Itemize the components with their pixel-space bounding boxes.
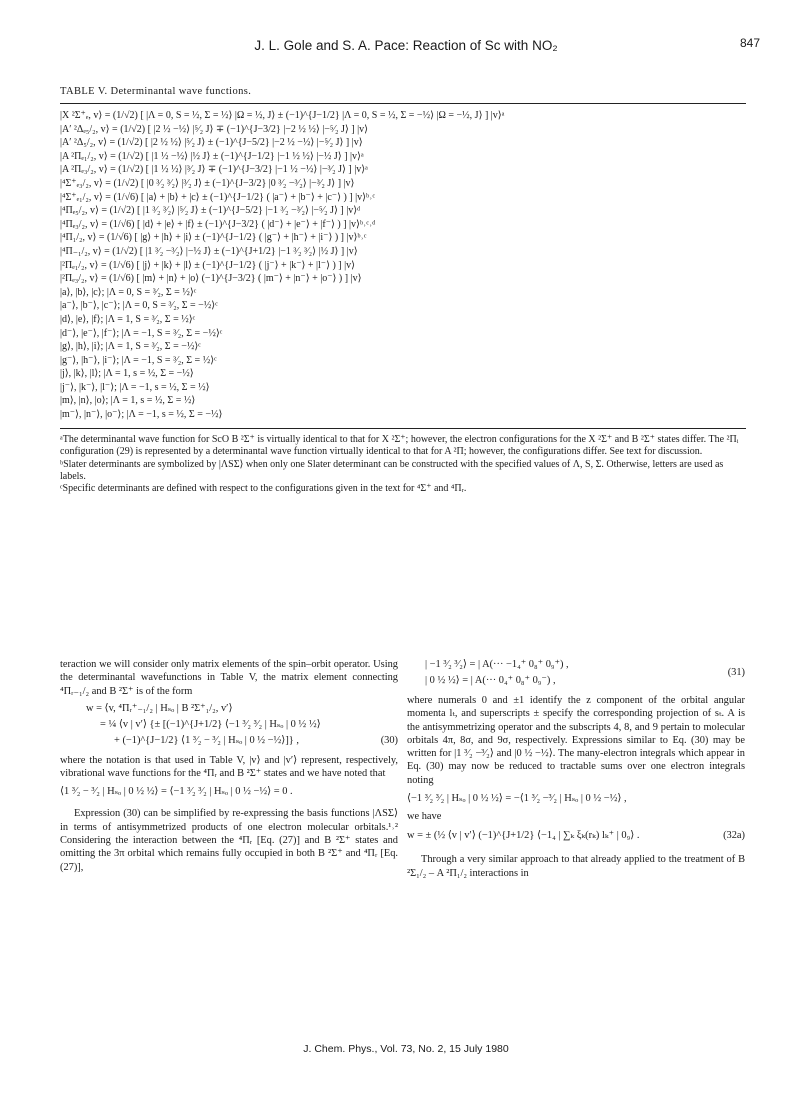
table-row: |²Πₑ₃/₂, v⟩ = (1/√6) [ |m⟩ + |n⟩ + |o⟩ (−1)^{J−3/2} ( |m⁻⟩ + |n⁻⟩ + |o⁻⟩ ) ] |v⟩ <box>60 273 362 285</box>
table-row: |d⟩, |e⟩, |f⟩; |Λ = 1, S = ³⁄₂, Σ = ½⟩ᶜ <box>60 313 196 325</box>
equation-30-line-1 <box>60 702 398 718</box>
table-row: |A′ ²Δₑ₅/₂, v⟩ = (1/√2) [ |2 ½ −½⟩ |⁵⁄₂ J⟩ ∓ (−1)^{J−3/2} |−2 ½ ½⟩ |−⁵⁄₂ J⟩ ] |v⟩ <box>60 123 369 135</box>
table-row: |m⟩, |n⟩, |o⟩; |Λ = 1, s = ½, Σ = ½⟩ <box>60 395 196 407</box>
paragraph: where numerals 0 and ±1 identify the z component of the orbital angular momenta lₜ, and superscripts ± specify the corresponding projection of sₜ. A is the antisymmetrizing operator and the subscripts 4, 8, and 9 pertain to molecular orbitals 4π, 8σ, and 9σ, respectively. Expressions similar to Eq. (30) may be written for |1 ³⁄₂ −³⁄₂⟩ and |0 ½ −½⟩. The many-electron integrals which appear in Eq. (30) may now be reduced to tractable sums over one electron integrals noting <box>407 695 745 786</box>
footnote-c: ᶜSpecific determinants are defined with respect to the configurations given in the text for ⁴Σ⁺ and ⁴Πᵣ. <box>60 483 467 495</box>
left-column <box>60 658 398 874</box>
table-row: |a⁻⟩, |b⁻⟩, |c⁻⟩; |Λ = 0, S = ³⁄₂, Σ = −½⟩ᶜ <box>60 300 218 312</box>
table-bottom-rule <box>60 428 746 429</box>
table-row: |⁴Σ⁺ₑ₁/₂, v⟩ = (1/√6) [ |a⟩ + |b⟩ + |c⟩ ± (−1)^{J−1/2} ( |a⁻⟩ + |b⁻⟩ + |c⁻⟩ ) ] |v⟩ᵇ˒ᶜ <box>60 191 376 203</box>
table-top-rule <box>60 103 746 104</box>
table-row: |⁴Πₑ₅/₂, v⟩ = (1/√2) [ |1 ³⁄₂ ³⁄₂⟩ |⁵⁄₂ J⟩ ± (−1)^{J−5/2} |−1 ³⁄₂ −³⁄₂⟩ |−⁵⁄₂ J⟩ ] |v⟩ᵈ <box>60 205 361 217</box>
table-row: |m⁻⟩, |n⁻⟩, |o⁻⟩; |Λ = −1, s = ½, Σ = −½⟩ <box>60 409 223 421</box>
table-row: |X ²Σ⁺ₑ, v⟩ = (1/√2) [ |Λ = 0, S = ½, Σ = ½⟩ |Ω = ½, J⟩ ± (−1)^{J−1/2} |Λ = 0, S = ½, Σ = −½⟩ |Ω = −½, J⟩ ] |v⟩ᵃ <box>60 110 505 121</box>
equation-31-line-2 <box>407 667 745 690</box>
equation-text: w = ± (½ ⟨v | v′⟩ (−1)^{J+1/2} ⟨−1₄ | ∑ₖ ξₖ(rₖ) lₖ⁺ | 0₉⟩ . <box>407 830 640 842</box>
table-row: |A′ ²Δ₅/₂, v⟩ = (1/√2) [ |2 ½ ½⟩ |⁵⁄₂ J⟩ ± (−1)^{J−5/2} |−2 ½ −½⟩ |−⁵⁄₂ J⟩ ] |v⟩ <box>60 137 363 149</box>
equation-31-line-1 <box>407 658 745 674</box>
equation-text: ⟨−1 ³⁄₂ ³⁄₂ | Hₛₒ | 0 ½ ½⟩ = −⟨1 ³⁄₂ −³⁄₂ | Hₛₒ | 0 ½ −½⟩ , <box>407 793 627 805</box>
table-row: |j⟩, |k⟩, |l⟩; |Λ = 1, s = ½, Σ = −½⟩ <box>60 368 194 380</box>
paragraph: where the notation is that used in Table V, |v⟩ and |v′⟩ represent, respectively, vibrational wave functions for the ⁴Πᵣ and B ²Σ⁺ states and we have noted that <box>60 754 398 780</box>
table-row: |A ²Πₑ₃/₂, v⟩ = (1/√2) [ |1 ½ ½⟩ |³⁄₂ J⟩ ∓ (−1)^{J−3/2} |−1 ½ −½⟩ |−³⁄₂ J⟩ ] |v⟩ᵃ <box>60 164 368 176</box>
equation-text: ⟨1 ³⁄₂ − ³⁄₂ | Hₛₒ | 0 ½ ½⟩ = ⟨−1 ³⁄₂ ³⁄₂ | Hₛₒ | 0 ½ −½⟩ = 0 . <box>60 786 293 798</box>
paragraph: Through a very similar approach to that already applied to the treatment of B ²Σ₁/₂ – A ²Π₁/₂ interactions in <box>407 854 745 879</box>
paragraph: teraction we will consider only matrix elements of the spin–orbit operator. Using the determinantal wavefunctions in Table V, the matrix element connecting ⁴Πᵣ₋₁/₂ and B ²Σ⁺ is of the form <box>60 659 398 697</box>
table-row: |j⁻⟩, |k⁻⟩, |l⁻⟩; |Λ = −1, s = ½, Σ = ½⟩ <box>60 381 210 393</box>
equation-30-line-2 <box>60 718 398 734</box>
footnote-a: ᵃThe determinantal wave function for ScO B ²Σ⁺ is virtually identical to that for X ²Σ⁺; however, the electron configurations for the X ²Σ⁺ and B ²Σ⁺ states differ. The ²Πᵢ configuration (29) is represented by a determinantal wave function virtually identical to that for A ²Π; however, the configurations differ. See text for discussion. <box>60 434 739 458</box>
running-head: J. L. Gole and S. A. Pace: Reaction of Sc with NO₂ <box>254 38 558 53</box>
table-row: |A ²Πₑ₁/₂, v⟩ = (1/√2) [ |1 ½ −½⟩ |½ J⟩ ± (−1)^{J−1/2} |−1 ½ ½⟩ |−½ J⟩ ] |v⟩ᵃ <box>60 150 364 162</box>
equation-noted <box>60 785 398 801</box>
equation-text: | −1 ³⁄₂ ³⁄₂⟩ = | A(··· −1₄⁺ 0₈⁺ 0₉⁺) , <box>425 659 569 670</box>
equation-number: (31) <box>727 667 745 678</box>
equation-noting <box>407 792 745 808</box>
table-row: |g⁻⟩, |h⁻⟩, |i⁻⟩; |Λ = −1, S = ³⁄₂, Σ = ½⟩ᶜ <box>60 354 217 366</box>
equation-number: (32a) <box>723 830 745 842</box>
equation-text: + (−1)^{J−1/2} ⟨1 ³⁄₂ − ³⁄₂ | Hₛₒ | 0 ½ −½⟩]} , <box>114 734 299 746</box>
equation-text: = ¼ ⟨v | v′⟩ {± [(−1)^{J+1/2} ⟨−1 ³⁄₂ ³⁄₂ | Hₛₒ | 0 ½ ½⟩ <box>100 718 321 730</box>
table-row: |²Πₑ₁/₂, v⟩ = (1/√6) [ |j⟩ + |k⟩ + |l⟩ ± (−1)^{J−1/2} ( |j⁻⟩ + |k⁻⟩ + |l⁻⟩ ) ] |v⟩ <box>60 259 356 271</box>
equation-text: w = ⟨v, ⁴Πᵣ⁺₋₁/₂ | Hₛₒ | B ²Σ⁺₁/₂, v′⟩ <box>86 702 233 714</box>
right-column <box>407 658 745 880</box>
table-row: |⁴Σ⁺ₑ₃/₂, v⟩ = (1/√2) [ |0 ³⁄₂ ³⁄₂⟩ |³⁄₂ J⟩ ± (−1)^{J−3/2} |0 ³⁄₂ −³⁄₂⟩ |−³⁄₂ J⟩ ] |v⟩ <box>60 177 355 189</box>
footnote-b: ᵇSlater determinants are symbolized by |ΛSΣ⟩ when only one Slater determinant can be constructed with the specified values of Λ, S, Σ. Otherwise, letters are used as labels. <box>60 458 724 482</box>
table-row: |a⟩, |b⟩, |c⟩; |Λ = 0, S = ³⁄₂, Σ = ½⟩ᶜ <box>60 286 197 298</box>
table-row: |d⁻⟩, |e⁻⟩, |f⁻⟩; |Λ = −1, S = ³⁄₂, Σ = −½⟩ᶜ <box>60 327 223 339</box>
table-body <box>60 109 760 422</box>
table-row: |⁴Π₋₁/₂, v⟩ = (1/√2) [ |1 ³⁄₂ −³⁄₂⟩ |−½ J⟩ ± (−1)^{J+1/2} |−1 ³⁄₂ ³⁄₂⟩ |½ J⟩ ] |v⟩ <box>60 245 358 257</box>
table-row: |⁴Πₑ₃/₂, v⟩ = (1/√6) [ |d⟩ + |e⟩ + |f⟩ ± (−1)^{J−3/2} ( |d⁻⟩ + |e⁻⟩ + |f⁻⟩ ) ] |v⟩ᵇ˒ᶜ˒ᵈ <box>60 218 376 230</box>
paragraph: Expression (30) can be simplified by re-expressing the basis functions |ΛSΣ⟩ in terms of antisymmetrized products of one electron molecular orbitals.¹˒² Considering the interaction between the ⁴Πᵣ [Eq. (27)] and B ²Σ⁺ states and omitting the 3π orbital which remains fully occupied in both B ²Σ⁺ and ⁴Πᵣ [Eq. (27)], <box>60 808 398 873</box>
paragraph: we have <box>407 811 442 823</box>
equation-32a <box>407 829 745 845</box>
page-number: 847 <box>739 36 760 50</box>
equation-text: | 0 ½ ½⟩ = | A(··· 0₄⁺ 0₈⁺ 0₉⁻) , <box>425 675 556 686</box>
table-footnotes <box>60 434 750 495</box>
journal-footer: J. Chem. Phys., Vol. 73, No. 2, 15 July 1980 <box>303 1043 509 1055</box>
table-row: |⁴Π₁/₂, v⟩ = (1/√6) [ |g⟩ + |h⟩ + |i⟩ ± (−1)^{J−1/2} ( |g⁻⟩ + |h⁻⟩ + |i⁻⟩ ) ] |v⟩ᵇ˒ᶜ <box>60 232 367 244</box>
table-row: |g⟩, |h⟩, |i⟩; |Λ = 1, S = ³⁄₂, Σ = −½⟩ᶜ <box>60 341 201 353</box>
table-title: TABLE V. Determinantal wave functions. <box>60 86 252 97</box>
equation-30-line-3 <box>60 734 398 750</box>
equation-number: (30) <box>380 734 398 746</box>
